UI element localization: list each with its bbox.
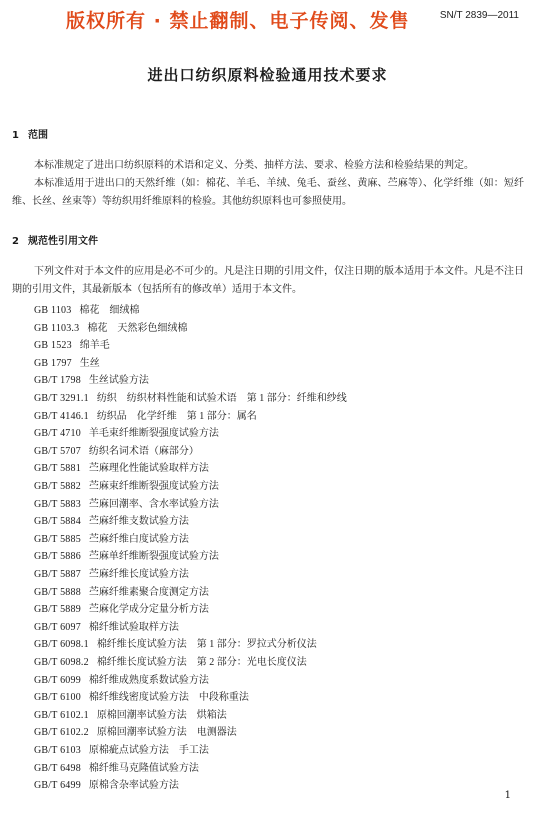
reference-title: 纺织 纺织材料性能和试验术语 第 1 部分：纤维和纱线 xyxy=(96,393,347,404)
reference-item xyxy=(34,583,209,598)
reference-code: GB/T 5882 xyxy=(34,481,81,492)
reference-title: 纺织品 化学纤维 第 1 部分：属名 xyxy=(96,410,257,422)
reference-item xyxy=(34,635,317,650)
reference-code: GB/T 6099 xyxy=(34,674,81,686)
reference-item xyxy=(34,530,189,545)
reference-item xyxy=(34,389,347,404)
reference-title: 生丝试验方法 xyxy=(88,375,149,387)
standard-number: SN/T 2839—2011 xyxy=(439,10,519,21)
reference-title: 棉花 细绒棉 xyxy=(79,305,140,316)
reference-title: 苎麻纤维长度试验方法 xyxy=(88,569,189,580)
document-title: 进出口纺织原料检验通用技术要求 xyxy=(147,66,388,84)
reference-code: GB/T 4710 xyxy=(34,428,81,440)
reference-title: 苎麻纤维支数试验方法 xyxy=(88,516,189,528)
reference-item xyxy=(34,706,227,721)
reference-item xyxy=(34,565,189,580)
section-title: 范围 xyxy=(28,130,48,141)
reference-item xyxy=(34,723,237,738)
section-number: 2 xyxy=(12,236,19,247)
reference-item xyxy=(34,301,139,316)
scope-paragraph-2: 本标准适用于进出口的天然纤维（如：棉花、羊毛、羊绒、兔毛、蚕丝、黄麻、苎麻等）、化学纤维（如：短纤维、长丝、丝束等）等纺织用纤维原料的检验。其他纺织原料也可参照使用。 xyxy=(12,178,524,207)
reference-code: GB/T 6102.2 xyxy=(34,727,89,739)
reference-code: GB/T 5884 xyxy=(34,516,81,528)
reference-item xyxy=(34,688,249,703)
reference-title: 原棉回潮率试验方法 电测器法 xyxy=(96,727,237,739)
reference-item xyxy=(34,618,179,633)
reference-item xyxy=(34,512,189,527)
reference-item xyxy=(34,741,209,756)
reference-code: GB 1103.3 xyxy=(34,322,80,334)
reference-item xyxy=(34,336,110,351)
reference-title: 苎麻回潮率、含水率试验方法 xyxy=(88,498,219,510)
reference-item xyxy=(34,653,307,668)
page-number: 1 xyxy=(504,790,511,801)
reference-item xyxy=(34,407,257,422)
reference-code: GB/T 3291.1 xyxy=(34,393,89,404)
reference-title: 棉纤维线密度试验方法 中段称重法 xyxy=(88,692,249,704)
reference-title: 原棉疵点试验方法 手工法 xyxy=(88,745,209,756)
reference-item xyxy=(34,442,199,457)
reference-item xyxy=(34,671,209,686)
reference-title: 生丝 xyxy=(79,357,100,369)
reference-title: 棉花 天然彩色细绒棉 xyxy=(87,322,188,334)
reference-code: GB 1103 xyxy=(34,305,72,316)
reference-code: GB/T 6499 xyxy=(34,780,81,792)
reference-title: 纺织名词术语（麻部分） xyxy=(88,445,199,457)
section-number: 1 xyxy=(12,130,19,141)
reference-code: GB/T 5887 xyxy=(34,569,81,580)
reference-code: GB/T 5888 xyxy=(34,586,81,598)
reference-code: GB/T 5883 xyxy=(34,498,81,510)
reference-item xyxy=(34,759,199,774)
section-1-heading xyxy=(12,126,48,141)
reference-code: GB 1523 xyxy=(34,340,72,352)
reference-code: GB/T 5889 xyxy=(34,604,81,616)
reference-code: GB/T 5886 xyxy=(34,551,81,563)
reference-item xyxy=(34,459,209,474)
reference-title: 棉纤维马克隆值试验方法 xyxy=(88,762,199,774)
reference-title: 苎麻化学成分定量分析方法 xyxy=(88,604,209,616)
reference-item xyxy=(34,600,209,615)
reference-code: GB/T 6100 xyxy=(34,692,81,704)
reference-title: 苎麻单纤维断裂强度试验方法 xyxy=(88,551,219,563)
reference-code: GB/T 5707 xyxy=(34,445,81,457)
reference-code: GB/T 6098.1 xyxy=(34,639,89,651)
reference-code: GB/T 5881 xyxy=(34,463,81,475)
reference-code: GB/T 6097 xyxy=(34,621,81,633)
reference-item xyxy=(34,319,187,334)
reference-title: 棉纤维长度试验方法 第 1 部分：罗拉式分析仪法 xyxy=(96,639,317,651)
normative-references-intro: 下列文件对于本文件的应用是必不可少的。凡是注日期的引用文件，仅注日期的版本适用于本文件。凡是不注日期的引用文件，其最新版本（包括所有的修改单）适用于本文件。 xyxy=(12,266,524,295)
reference-code: GB/T 6498 xyxy=(34,762,81,774)
reference-item xyxy=(34,776,179,791)
reference-code: GB/T 6098.2 xyxy=(34,657,89,668)
reference-title: 苎麻纤维素聚合度测定方法 xyxy=(88,586,209,598)
reference-code: GB/T 1798 xyxy=(34,375,81,387)
reference-code: GB/T 6102.1 xyxy=(34,709,89,721)
reference-code: GB 1797 xyxy=(34,357,72,369)
reference-title: 苎麻纤维白度试验方法 xyxy=(88,533,189,545)
reference-title: 苎麻理化性能试验取样方法 xyxy=(88,463,209,475)
reference-title: 原棉含杂率试验方法 xyxy=(88,780,179,792)
reference-code: GB/T 5885 xyxy=(34,533,81,545)
reference-code: GB/T 6103 xyxy=(34,745,81,756)
reference-title: 绵羊毛 xyxy=(79,340,110,352)
reference-title: 棉纤维长度试验方法 第 2 部分：光电长度仪法 xyxy=(96,657,307,668)
reference-title: 苎麻束纤维断裂强度试验方法 xyxy=(88,481,219,492)
section-2-heading xyxy=(12,232,98,247)
reference-item xyxy=(34,547,219,562)
reference-code: GB/T 4146.1 xyxy=(34,410,89,422)
reference-item xyxy=(34,477,219,492)
reference-item xyxy=(34,371,149,386)
reference-title: 原棉回潮率试验方法 烘箱法 xyxy=(96,709,227,721)
reference-title: 棉纤维试验取样方法 xyxy=(88,621,179,633)
reference-title: 羊毛束纤维断裂强度试验方法 xyxy=(88,428,219,440)
reference-item xyxy=(34,424,219,439)
reference-item xyxy=(34,495,219,510)
scope-paragraph-1: 本标准规定了进出口纺织原料的术语和定义、分类、抽样方法、要求、检验方法和检验结果的判定。 xyxy=(34,160,474,171)
section-title: 规范性引用文件 xyxy=(28,236,98,247)
reference-title: 棉纤维成熟度系数试验方法 xyxy=(88,674,209,686)
reference-item xyxy=(34,354,100,369)
copyright-watermark: 版权所有 · 禁止翻制、电子传阅、发售 xyxy=(66,10,410,32)
